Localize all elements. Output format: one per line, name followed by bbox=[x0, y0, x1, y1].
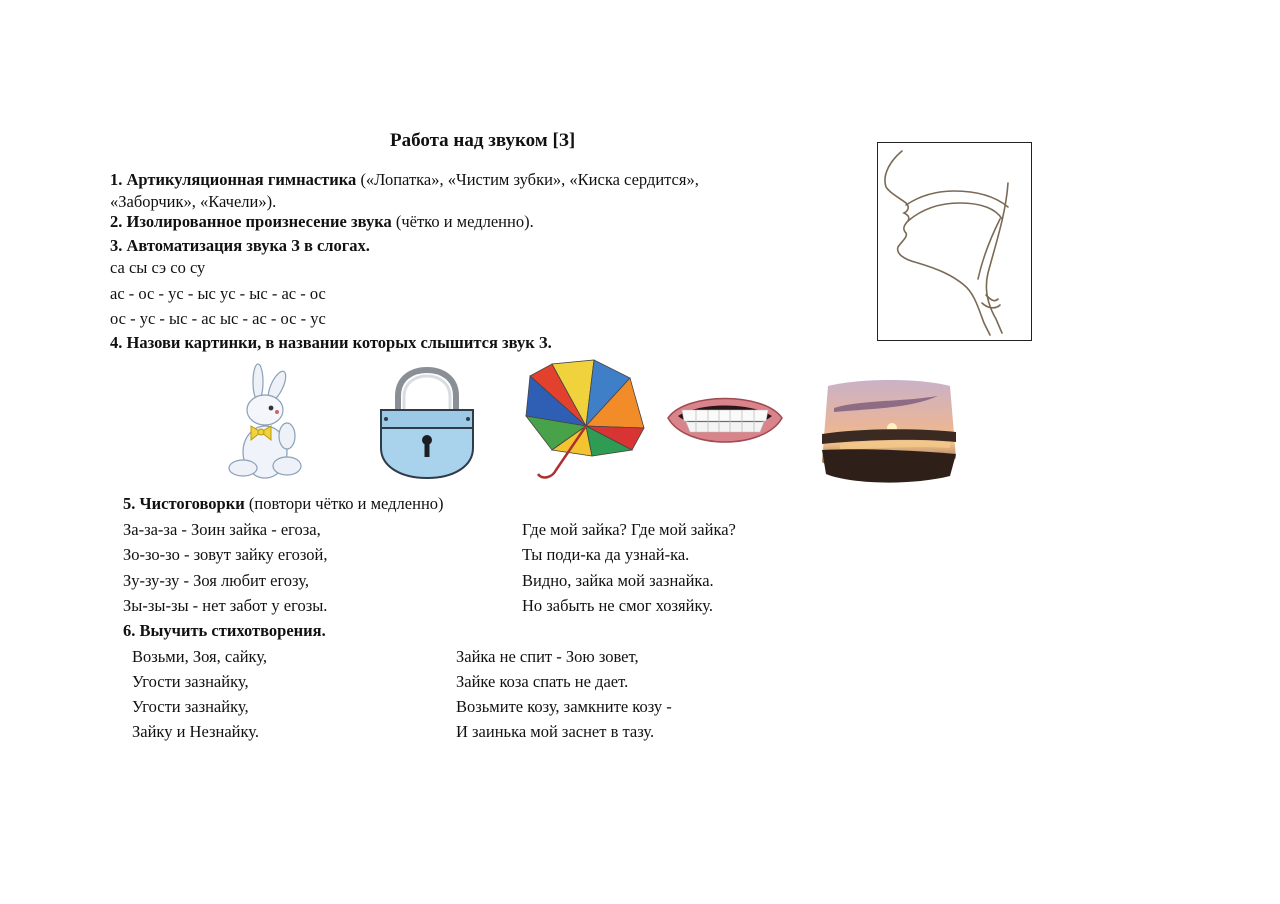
tongue-twister-right-line: Видно, зайка мой зазнайка. bbox=[522, 571, 714, 590]
section-1-text: («Лопатка», «Чистим зубки», «Киска сердится», bbox=[356, 170, 699, 189]
section-2-heading: 2. Изолированное произнесение звука bbox=[110, 212, 392, 231]
section-5-header bbox=[123, 494, 444, 514]
section-1-line-2: «Заборчик», «Качели»). bbox=[110, 192, 277, 211]
section-2-text: (чётко и медленно). bbox=[391, 212, 534, 231]
tongue-twister-left-line: Зы-зы-зы - нет забот у егозы. bbox=[123, 596, 328, 615]
tongue-twister-right-line: Но забыть не смог хозяйку. bbox=[522, 596, 713, 615]
section-1-heading: 1. Артикуляционная гимнастика bbox=[110, 170, 357, 189]
sunset-image bbox=[820, 378, 958, 486]
poem-right-line: Возьмите козу, замкните козу - bbox=[456, 697, 672, 716]
poem-left-line: Угости зазнайку, bbox=[132, 672, 249, 691]
teeth-image bbox=[666, 388, 784, 456]
page-title: Работа над звуком [З] bbox=[390, 130, 576, 151]
hare-toy-image bbox=[225, 360, 307, 486]
syllable-line: ас - ос - ус - ыс ус - ыс - ас - ос bbox=[110, 284, 326, 303]
tongue-twister-right-line: Где мой зайка? Где мой зайка? bbox=[522, 520, 736, 539]
tongue-twister-left-line: Зо-зо-зо - зовут зайку егозой, bbox=[123, 545, 328, 564]
section-1-line-1 bbox=[110, 170, 699, 190]
poem-left-line: Возьми, Зоя, сайку, bbox=[132, 647, 268, 666]
padlock-image bbox=[378, 366, 476, 482]
umbrella-image bbox=[522, 356, 648, 488]
section-2 bbox=[110, 212, 534, 232]
syllable-line: са сы сэ со су bbox=[110, 258, 206, 277]
section-5-note: (повтори чётко и медленно) bbox=[244, 494, 444, 513]
section-5-heading: 5. Чистоговорки bbox=[123, 494, 245, 513]
poem-right-line: Зайке коза спать не дает. bbox=[456, 672, 629, 691]
section-6-heading: 6. Выучить стихотворения. bbox=[123, 621, 326, 640]
poem-right-line: И заинька мой заснет в тазу. bbox=[456, 722, 655, 741]
tongue-twister-left-line: Зу-зу-зу - Зоя любит егозу, bbox=[123, 571, 309, 590]
section-3-heading: 3. Автоматизация звука З в слогах. bbox=[110, 236, 370, 255]
poem-left-line: Зайку и Незнайку. bbox=[132, 722, 259, 741]
articulation-profile-icon bbox=[877, 142, 1032, 341]
tongue-twister-left-line: За-за-за - Зоин зайка - егоза, bbox=[123, 520, 321, 539]
section-4-heading: 4. Назови картинки, в названии которых слышится звук З. bbox=[110, 333, 552, 352]
poem-right-line: Зайка не спит - Зою зовет, bbox=[456, 647, 639, 666]
tongue-twister-right-line: Ты поди-ка да узнай-ка. bbox=[522, 545, 690, 564]
poem-left-line: Угости зазнайку, bbox=[132, 697, 249, 716]
syllable-line: ос - ус - ыс - ас ыс - ас - ос - ус bbox=[110, 309, 326, 328]
